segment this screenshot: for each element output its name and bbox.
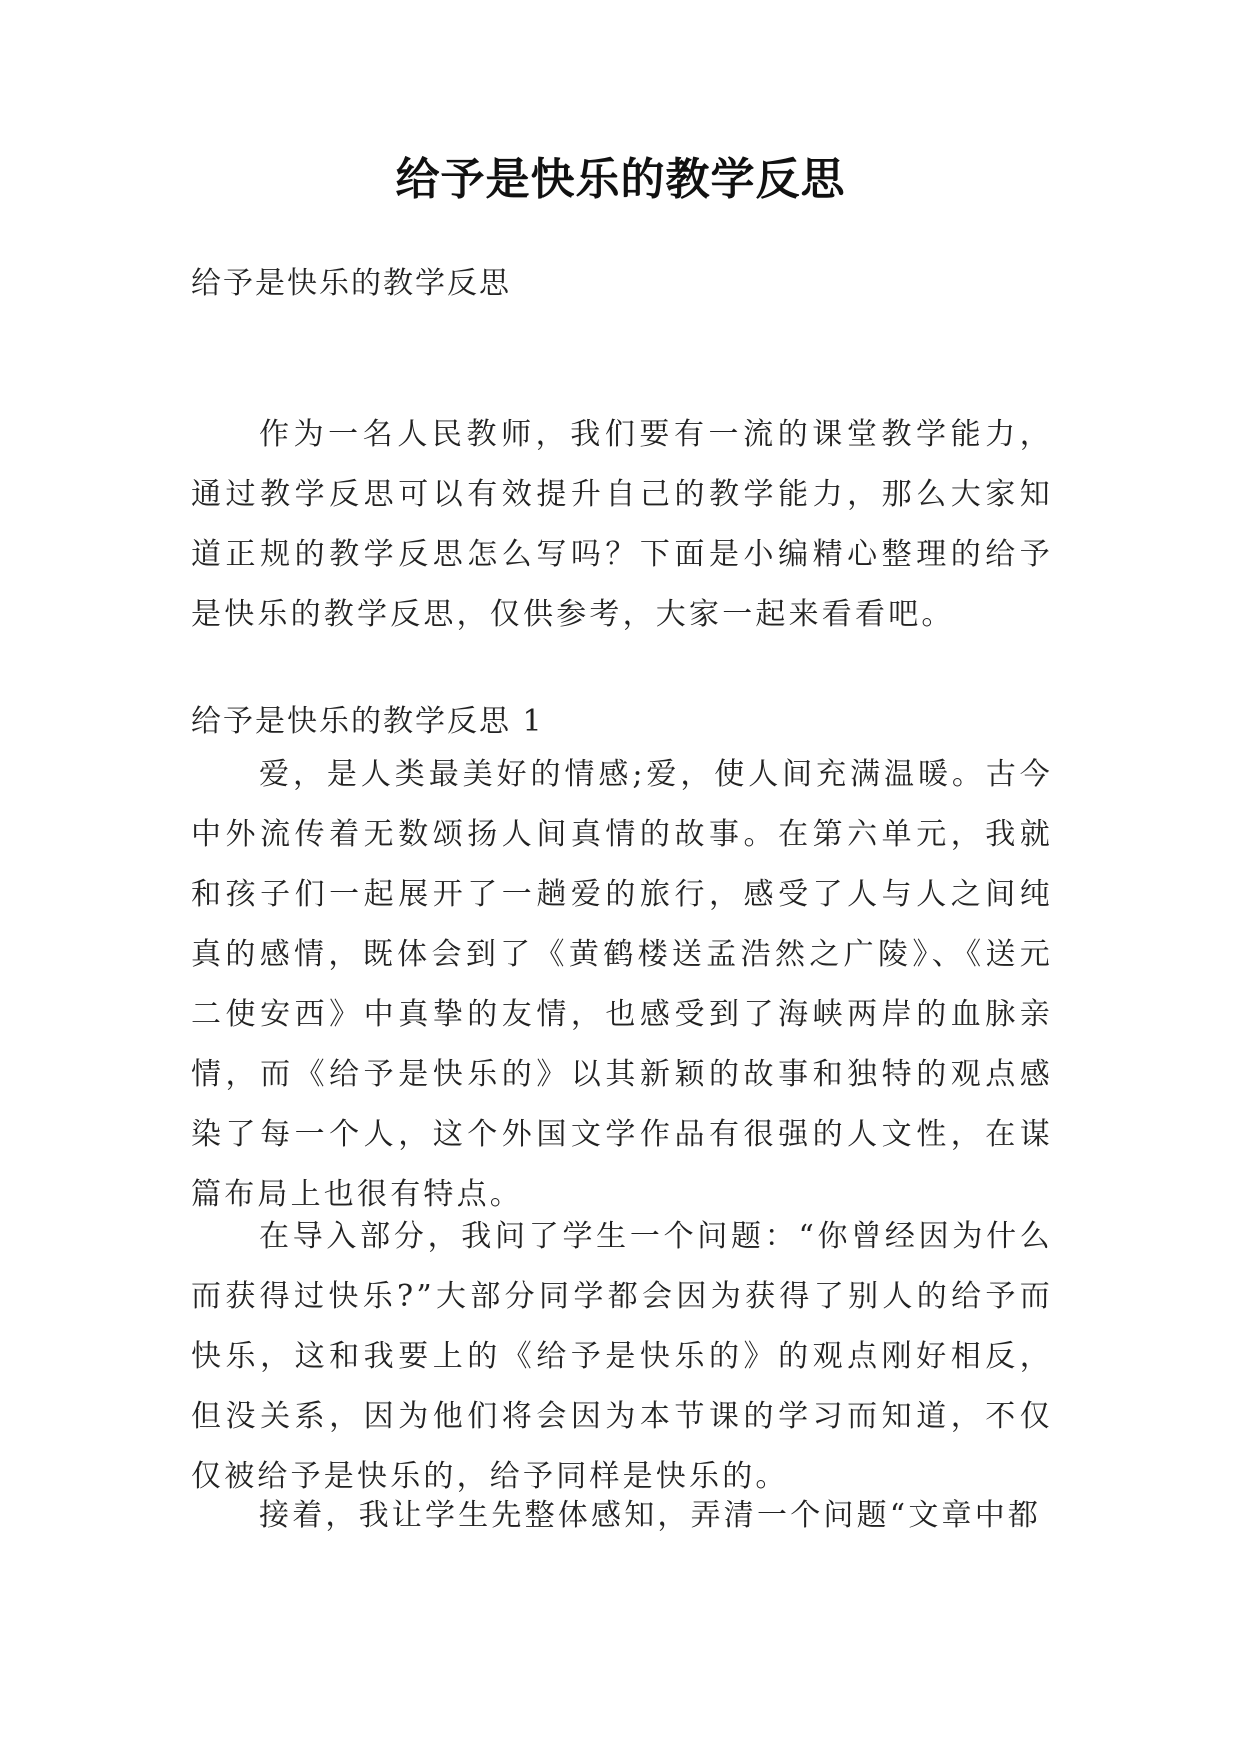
body-paragraph: 爱，是人类最美好的情感;爱，使人间充满温暖。古今中外流传着无数颂扬人间真情的故事。在第六单元，我就和孩子们一起展开了一趟爱的旅行，感受了人与人之间纯真的感情，既体会到了《黄鹤楼送孟浩然之广陵》、《送元二使安西》中真挚的友情，也感受到了海峡两岸的血脉亲情，而《给予是快乐的》以其新颖的故事和独特的观点感染了每一个人，这个外国文学作品有很强的人文性，在谋篇布局上也很有特点。 — [191, 757, 1053, 1212]
intro-paragraph: 作为一名人民教师，我们要有一流的课堂教学能力，通过教学反思可以有效提升自己的教学能力，那么大家知道正规的教学反思怎么写吗？下面是小编精心整理的给予是快乐的教学反思，仅供参考，大家一起来看看吧。 — [191, 417, 1053, 632]
body-paragraph: 接着，我让学生先整体感知，弄清一个问题“文章中都 — [259, 1498, 1042, 1533]
body-paragraph: 在导入部分，我问了学生一个问题：“你曾经因为什么而获得过快乐?”大部分同学都会因为获得了别人的给予而快乐，这和我要上的《给予是快乐的》的观点刚好相反，但没关系，因为他们将会因为本节课的学习而知道，不仅仅被给予是快乐的，给予同样是快乐的。 — [191, 1219, 1053, 1494]
section-heading: 给予是快乐的教学反思 1 — [191, 704, 544, 739]
document-subtitle: 给予是快乐的教学反思 — [191, 266, 511, 301]
document-title: 给予是快乐的教学反思 — [395, 154, 846, 205]
